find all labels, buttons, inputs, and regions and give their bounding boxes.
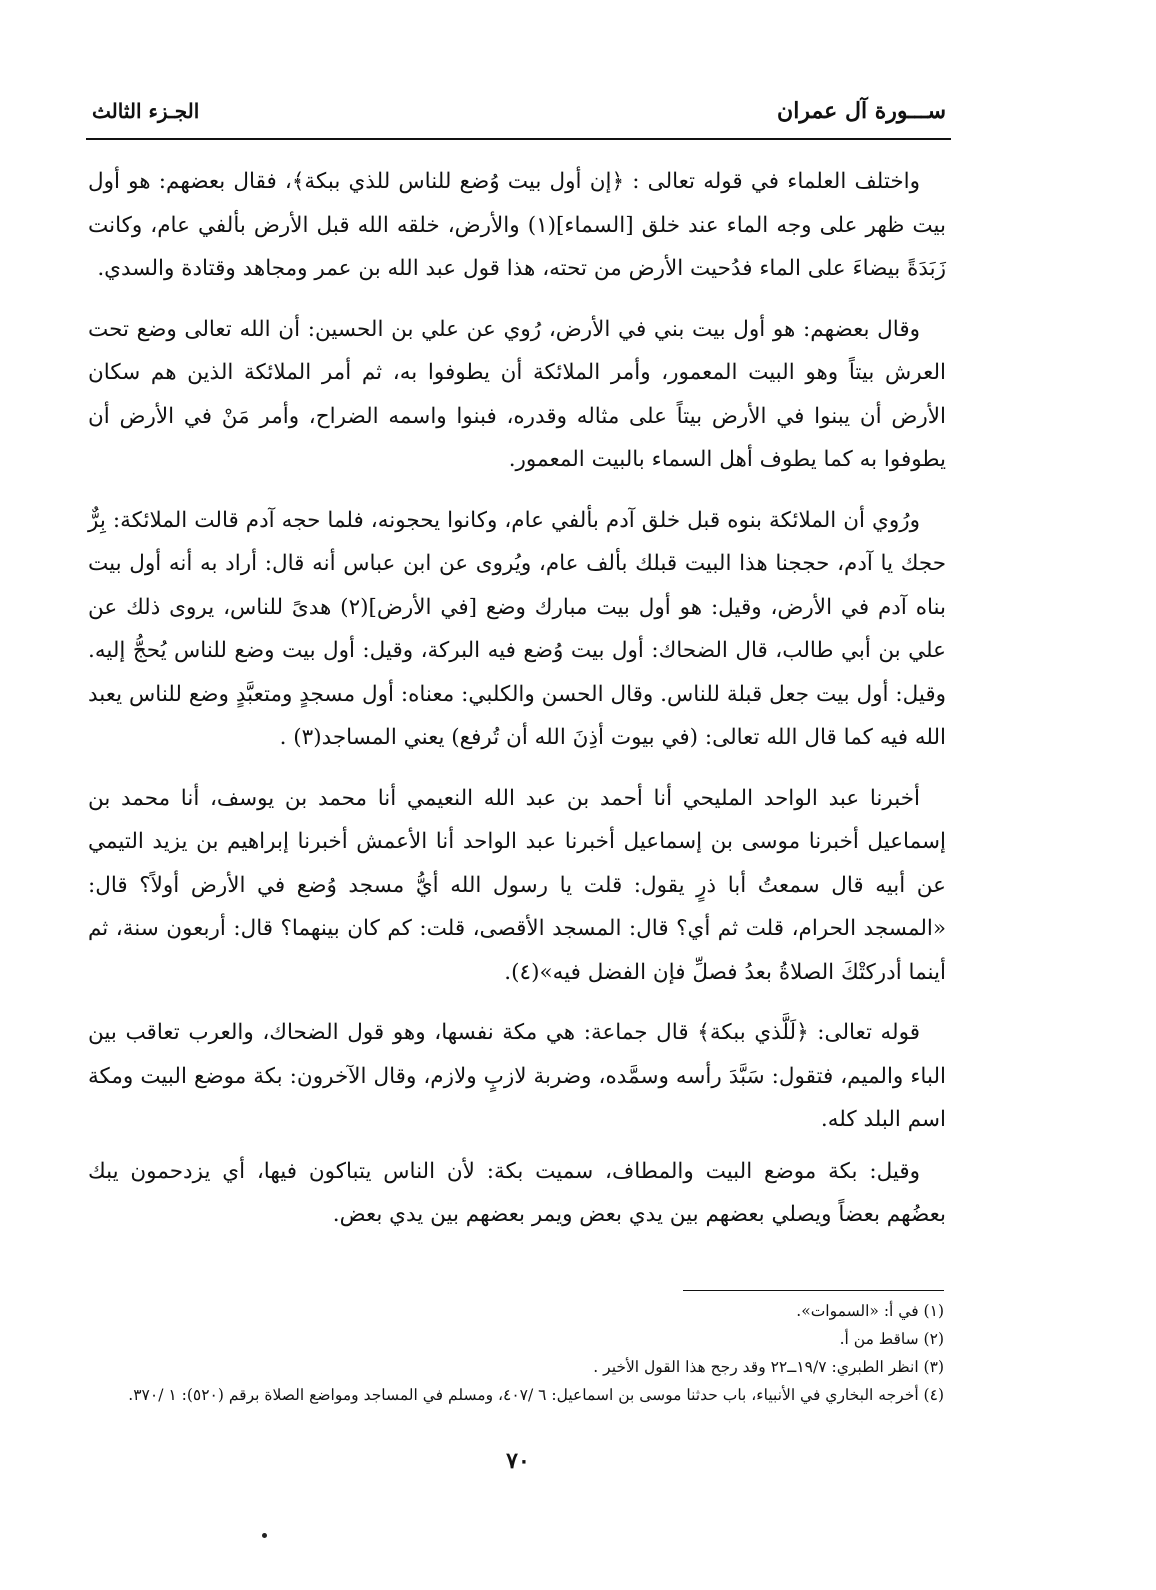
part-title: الجـزء الثالث xyxy=(92,99,200,123)
sura-title: ســـورة آل عمران xyxy=(777,98,946,124)
main-text xyxy=(88,160,946,1254)
footnote: (١) في أ: «السموات». xyxy=(796,1302,944,1320)
paragraph: واختلف العلماء في قوله تعالى : ﴿إن أول بيت وُضع للناس للذي ببكة﴾، فقال بعضهم: هو أول بيت ظهر على وجه الماء عند خلق [السماء](١) والأرض، خلقه الله قبل الأرض بألفي عام، وكانت زَبَدَةً بيضاءَ على الماء فدُحيت الأرض من تحته، هذا قول عبد الله بن عمر ومجاهد وقتادة والسدي. xyxy=(88,169,946,281)
header-rule xyxy=(86,138,951,140)
footnote-rule xyxy=(683,1290,944,1291)
paragraph: قوله تعالى: ﴿لَلَّذي ببكة﴾ قال جماعة: هي مكة نفسها، وهو قول الضحاك، والعرب تعاقب بين الباء والميم، فتقول: سَبَّدَ رأسه وسمَّده، وضربة لازبٍ ولازم، وقال الآخرون: بكة موضع البيت ومكة اسم البلد كله. xyxy=(88,1020,946,1132)
footnote: (٢) ساقط من أ. xyxy=(839,1330,944,1348)
paragraph: أخبرنا عبد الواحد المليحي أنا أحمد بن عبد الله النعيمي أنا محمد بن يوسف، أنا محمد بن إسماعيل أخبرنا موسى بن إسماعيل أخبرنا عبد الواحد أنا الأعمش أخبرنا إبراهيم بن يزيد التيمي عن أبيه قال سمعتُ أبا ذرٍ يقول: قلت يا رسول الله أيُّ مسجد وُضع في الأرض أولاً؟ قال: «المسجد الحرام، قلت ثم أي؟ قال: المسجد الأقصى، قلت: كم كان بينهما؟ قال: أربعون سنة، ثم أينما أدركتْكَ الصلاةُ بعدُ فصلِّ فإن الفضل فيه»(٤). xyxy=(88,785,946,985)
footnote: (٤) أخرجه البخاري في الأنبياء، باب حدثنا موسى بن اسماعيل: ٦ /٤٠٧، ومسلم في المساجد ومواضع الصلاة برقم (٥٢٠): ١ /٣٧٠. xyxy=(128,1386,944,1404)
footnotes xyxy=(60,1297,944,1409)
running-header xyxy=(92,90,946,132)
footnote: (٣) انظر الطبري: ١٩/٧ــ٢٢ وقد رجح هذا القول الأخير . xyxy=(593,1358,944,1376)
paragraph: وقال بعضهم: هو أول بيت بني في الأرض، رُوي عن علي بن الحسين: أن الله تعالى وضع تحت العرش بيتاً وهو البيت المعمور، وأمر الملائكة أن يطوفوا به، ثم أمر الملائكة الذين هم سكان الأرض أن يبنوا في الأرض بيتاً على مثاله وقدره، فبنوا واسمه الضراح، وأمر مَنْ في الأرض أن يطوفوا به كما يطوف أهل السماء بالبيت المعمور. xyxy=(88,316,946,472)
scan-speck xyxy=(262,1533,267,1538)
paragraph: ورُوي أن الملائكة بنوه قبل خلق آدم بألفي عام، وكانوا يحجونه، فلما حجه آدم قالت الملائكة: بِرٌّ حجك يا آدم، حججنا هذا البيت قبلك بألف عام، ويُروى عن ابن عباس أنه قال: أراد به أنه أول بيت بناه آدم في الأرض، وقيل: هو أول بيت مبارك وضع [في الأرض](٢) هدىً للناس، يروى ذلك عن علي بن أبي طالب، قال الضحاك: أول بيت وُضع فيه البركة، وقيل: أول بيت وضع للناس يُحجُّ إليه. وقيل: أول بيت جعل قبلة للناس. وقال الحسن والكلبي: معناه: أول مسجدٍ ومتعبَّدٍ وضع للناس يعبد الله فيه كما قال الله تعالى: (في بيوت أذِنَ الله أن تُرفع) يعني المساجد(٣) . xyxy=(88,507,946,750)
paragraph: وقيل: بكة موضع البيت والمطاف، سميت بكة: لأن الناس يتباكون فيها، أي يزدحمون يبك بعضُهم بعضاً ويصلي بعضهم بين يدي بعض ويمر بعضهم بين يدي بعض. xyxy=(88,1158,946,1227)
page-number: ٧٠ xyxy=(506,1448,530,1474)
